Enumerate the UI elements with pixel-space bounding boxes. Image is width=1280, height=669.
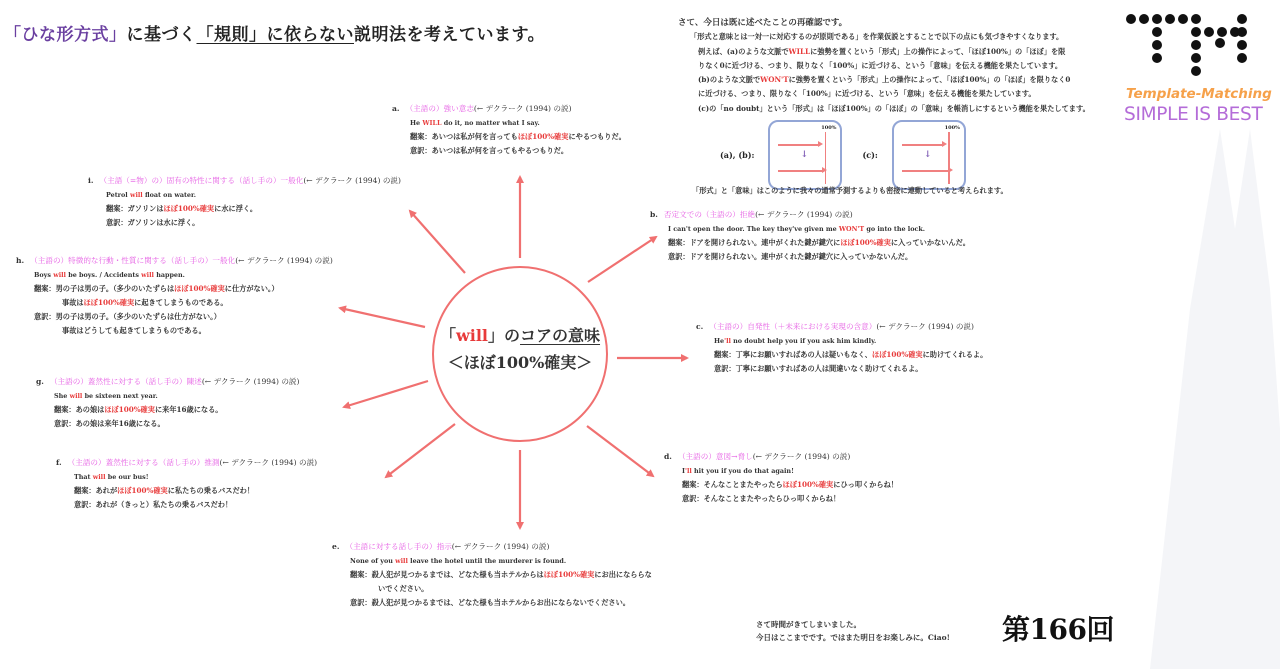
entry-f: f. （主語の）蓋然性に対する（話し手の）推測(← デクラーク (1994) の説) That will be our bus! 翻案：あれがほぼ100%確実に私たちの乗るバスだわ！ 意訳：あれが（きっと）私たちの乗るバスだわ！ [56,458,318,509]
recap-line: (b)のような文脈でWON'Tに強勢を置くという「形式」上の操作によって、「ほぼ100%」の「ほぼ」を限りなく0 [698,75,1071,85]
diagram-label-c: (c): [862,150,878,160]
recap-line: 「形式と意味とは一対一に対応するのが原則である」を作業仮説とすることで以下の点にも気づきやすくなります。 [690,32,1064,42]
diagram-label-ab: (a), (b): [720,150,755,160]
title-underlined: 「規則」に依らない [196,25,354,45]
closing-line-1: さて時間がきてしまいました。 [756,620,861,629]
arrow-to-g [344,381,428,407]
logo-tagline-template-matching: Template-Matching [1126,86,1272,102]
logo-tagline-simple-is-best: SIMPLE IS BEST [1124,104,1263,125]
entry-b: b. 否定文での（主語の）拒絶(← デクラーク (1994) の説) I can't open the door. The key they've given me WON'T go into the lock. 翻案：ドアを開けられない。連中がくれた鍵が鍵穴にほぼ100%確実に入っていかないんだ。 意訳：ドアを開けられない。連中がくれた鍵が鍵穴に入っていかないんだ。 [650,210,970,261]
core-meaning-text [432,322,608,376]
recap-lead: さて、今日は既に述べたことの再確認です。 [678,18,848,28]
arrow-to-i [410,211,465,273]
entry-c: c. （主語の）自発性（＋未来における実現の含意）(← デクラーク (1994) の説) He'll no doubt help you if you ask him kindly. 翻案：丁寧にお願いすればあの人は疑いもなく、ほぼ100%確実に助けてくれるよ。 意訳：丁寧にお願いすればあの人は間違いなく助けてくれるよ。 [696,322,988,373]
recap-line: に近づける、つまり、限りなく「100%」に近づける、という「意味」を伝える機能を果たしています。 [698,89,1036,99]
entry-i: i. （主語（=物）の）固有の特性に関する（話し手の）一般化(← デクラーク (1994) の説) Petrol will float on water. 翻案：ガソリンはほぼ100%確実に水に浮く。 意訳：ガソリンは水に浮く。 [88,176,401,227]
entry-h: h. （主語の）特徴的な行動・性質に関する（話し手の）一般化(← デクラーク (1994) の説) Boys will be boys. / Accidents will happen. 翻案：男の子は男の子。（多少のいたずらはほぼ100%確実に仕方がない。） 事故はほぼ100%確実に起きてしまうものである。 意訳：男の子は男の子。（多少のいたずらは仕方がない。） 事故はどうしても起きてしまうものである。 [16,256,333,335]
entry-a: a. （主語の）強い意志(← デクラーク (1994) の説) He WILL do it, no matter what I say. 翻案：あいつは私が何を言ってもほぼ100%確実にやるつもりだ。 意訳：あいつは私が何を言ってもやるつもりだ。 [392,104,626,155]
closing-message [756,618,950,644]
title-text-1: に基づく [126,25,197,45]
diagram-caption: 「形式」と「意味」はこのように我々の通常予測するよりも密接に連動していると考えられます。 [692,186,1008,195]
entry-d: d. （主語の）意図→脅し(← デクラーク (1994) の説) I'll hit you if you do that again! 翻案：そんなことまたやったらほぼ100%確実にひっ叩くからね！ 意訳：そんなことまたやったらひっ叩くからね！ [664,452,898,503]
entry-e: e. （主語に対する話し手の）指示(← デクラーク (1994) の説) None of you will leave the hotel until the murderer is found. 翻案：殺人犯が見つかるまでは、どなた様も当ホテルからはほぼ100%確実にお出になららな いでください。 意訳：殺人犯が見つかるまでは、どなた様も当ホテルからお出にならないでください。 [332,542,652,607]
arrow-to-b [588,237,656,282]
diagram-box-ab: 100% ↓ [768,120,842,190]
title-text-2: 説明法を考えています。 [354,25,546,45]
diagram-box-c: 100% ↓ [892,120,966,190]
core-meaning-title: 「will」のコアの意味 [439,326,601,345]
recap-line: (c)の「no doubt」という「形式」は「ほぼ100%」の「ほぼ」の「意味」を帳消しにするという機能を果たしてます。 [698,103,1090,113]
arrow-down-icon: ↓ [800,150,808,160]
title-bracketed: 「ひな形方式」 [4,25,127,45]
episode-number: 第166回 [1002,613,1114,646]
arrow-to-h [340,308,425,327]
recap-line: りなく0に近づける、つまり、限りなく「100%」に近づける、という「意味」を伝える機能を果たしています。 [698,60,1063,70]
arrow-to-f [386,424,455,477]
arrow-down-icon: ↓ [923,150,932,160]
entry-g: g. （主語の）蓋然性に対する（話し手の）陳述(← デクラーク (1994) の説) She will be sixteen next year. 翻案：あの娘はほぼ100%確実に来年16歳になる。 意訳：あの娘は来年16歳になる。 [36,377,300,428]
arrow-to-d [587,426,653,476]
closing-line-2: 今日はここまでです。ではまた明日をお楽しみに。Ciao! [756,633,950,642]
recap-line: 例えば、(a)のような文脈でWILLに強勢を置くという「形式」上の操作によって、「ほぼ100%」の「ほぼ」を限 [698,46,1066,56]
core-meaning-value: ＜ほぼ100%確実＞ [447,353,593,372]
